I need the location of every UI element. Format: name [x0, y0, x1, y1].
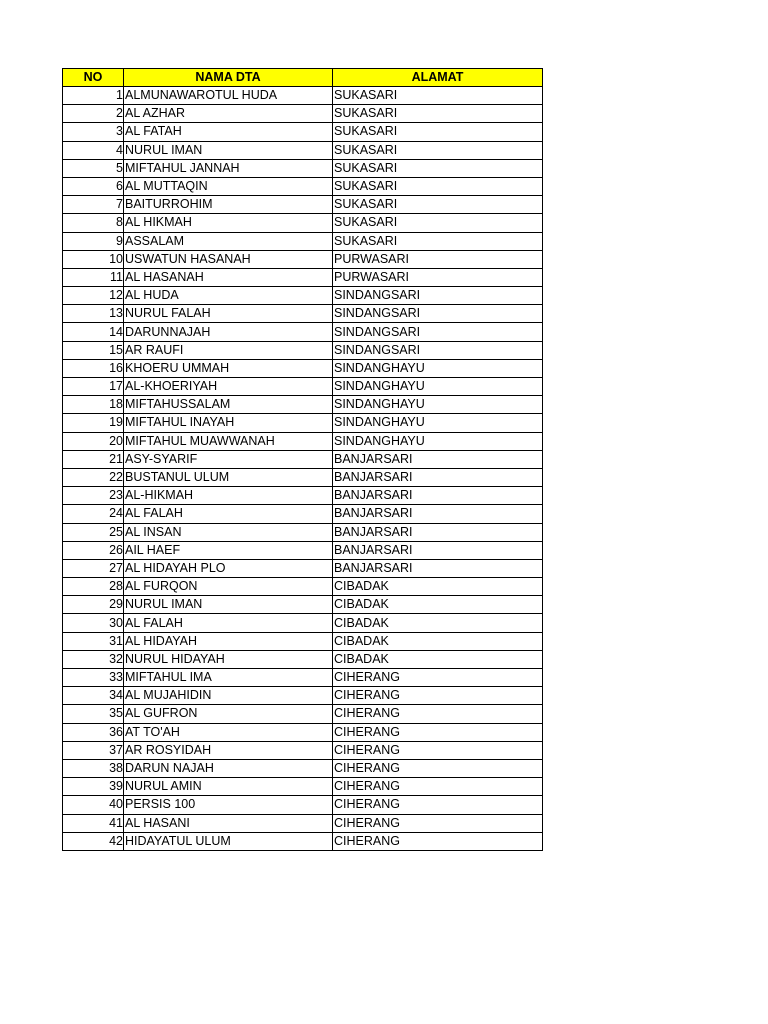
row-number-cell: 7 [63, 196, 124, 214]
row-number-cell: 42 [63, 832, 124, 850]
row-number-cell: 12 [63, 287, 124, 305]
row-number-cell: 31 [63, 632, 124, 650]
nama-dta-cell: AL FALAH [124, 614, 333, 632]
row-number-cell: 33 [63, 669, 124, 687]
row-number-cell: 39 [63, 778, 124, 796]
alamat-cell: CIBADAK [333, 632, 543, 650]
nama-dta-cell: ASY-SYARIF [124, 450, 333, 468]
alamat-cell: CIBADAK [333, 578, 543, 596]
alamat-cell: SUKASARI [333, 123, 543, 141]
table-row [63, 432, 543, 450]
alamat-cell: BANJARSARI [333, 541, 543, 559]
alamat-cell: CIHERANG [333, 741, 543, 759]
table-row [63, 796, 543, 814]
row-number-cell: 13 [63, 305, 124, 323]
row-number-cell: 29 [63, 596, 124, 614]
nama-dta-cell: AL MUJAHIDIN [124, 687, 333, 705]
row-number-cell: 3 [63, 123, 124, 141]
row-number-cell: 22 [63, 468, 124, 486]
nama-dta-cell: AIL HAEF [124, 541, 333, 559]
row-number-cell: 20 [63, 432, 124, 450]
nama-dta-cell: AL AZHAR [124, 105, 333, 123]
row-number-cell: 30 [63, 614, 124, 632]
alamat-cell: CIHERANG [333, 778, 543, 796]
row-number-cell: 5 [63, 159, 124, 177]
row-number-cell: 34 [63, 687, 124, 705]
alamat-cell: CIHERANG [333, 687, 543, 705]
nama-dta-cell: NURUL FALAH [124, 305, 333, 323]
table-row [63, 159, 543, 177]
nama-dta-cell: NURUL AMIN [124, 778, 333, 796]
table-row [63, 468, 543, 486]
alamat-cell: SINDANGSARI [333, 287, 543, 305]
alamat-cell: SINDANGSARI [333, 341, 543, 359]
row-number-cell: 23 [63, 487, 124, 505]
nama-dta-cell: AL FATAH [124, 123, 333, 141]
nama-dta-cell: AL-KHOERIYAH [124, 378, 333, 396]
header-nama-dta: NAMA DTA [124, 69, 333, 87]
table-row [63, 687, 543, 705]
alamat-cell: SUKASARI [333, 105, 543, 123]
nama-dta-cell: AL HIKMAH [124, 214, 333, 232]
row-number-cell: 17 [63, 378, 124, 396]
table-row [63, 578, 543, 596]
alamat-cell: SUKASARI [333, 196, 543, 214]
nama-dta-cell: MIFTAHUL MUAWWANAH [124, 432, 333, 450]
nama-dta-cell: USWATUN HASANAH [124, 250, 333, 268]
alamat-cell: SINDANGHAYU [333, 414, 543, 432]
nama-dta-cell: DARUN NAJAH [124, 759, 333, 777]
alamat-cell: CIBADAK [333, 650, 543, 668]
alamat-cell: SINDANGSARI [333, 305, 543, 323]
table-row [63, 123, 543, 141]
nama-dta-cell: AL HASANI [124, 814, 333, 832]
row-number-cell: 18 [63, 396, 124, 414]
table-row [63, 596, 543, 614]
nama-dta-cell: AL HIDAYAH [124, 632, 333, 650]
table-row [63, 632, 543, 650]
header-row [63, 69, 543, 87]
alamat-cell: SUKASARI [333, 87, 543, 105]
row-number-cell: 8 [63, 214, 124, 232]
nama-dta-cell: DARUNNAJAH [124, 323, 333, 341]
table-header [63, 69, 543, 87]
alamat-cell: CIBADAK [333, 596, 543, 614]
table-row [63, 305, 543, 323]
alamat-cell: CIHERANG [333, 669, 543, 687]
table-row [63, 505, 543, 523]
row-number-cell: 14 [63, 323, 124, 341]
table-row [63, 378, 543, 396]
row-number-cell: 11 [63, 268, 124, 286]
alamat-cell: SUKASARI [333, 214, 543, 232]
table-row [63, 268, 543, 286]
row-number-cell: 37 [63, 741, 124, 759]
table-row [63, 814, 543, 832]
table-row [63, 759, 543, 777]
row-number-cell: 41 [63, 814, 124, 832]
nama-dta-cell: BAITURROHIM [124, 196, 333, 214]
alamat-cell: SINDANGHAYU [333, 359, 543, 377]
row-number-cell: 1 [63, 87, 124, 105]
table-row [63, 105, 543, 123]
alamat-cell: PURWASARI [333, 268, 543, 286]
nama-dta-cell: BUSTANUL ULUM [124, 468, 333, 486]
nama-dta-cell: AT TO'AH [124, 723, 333, 741]
table-row [63, 650, 543, 668]
nama-dta-cell: AL HASANAH [124, 268, 333, 286]
row-number-cell: 21 [63, 450, 124, 468]
row-number-cell: 19 [63, 414, 124, 432]
alamat-cell: SINDANGHAYU [333, 396, 543, 414]
nama-dta-cell: ASSALAM [124, 232, 333, 250]
nama-dta-cell: MIFTAHUL JANNAH [124, 159, 333, 177]
nama-dta-cell: AL FALAH [124, 505, 333, 523]
table-body [63, 87, 543, 851]
nama-dta-cell: AR ROSYIDAH [124, 741, 333, 759]
alamat-cell: BANJARSARI [333, 559, 543, 577]
alamat-cell: BANJARSARI [333, 505, 543, 523]
row-number-cell: 24 [63, 505, 124, 523]
table-row [63, 723, 543, 741]
alamat-cell: BANJARSARI [333, 450, 543, 468]
row-number-cell: 6 [63, 177, 124, 195]
table-row [63, 450, 543, 468]
nama-dta-cell: KHOERU UMMAH [124, 359, 333, 377]
nama-dta-cell: AR RAUFI [124, 341, 333, 359]
alamat-cell: CIHERANG [333, 759, 543, 777]
table-row [63, 323, 543, 341]
nama-dta-cell: PERSIS 100 [124, 796, 333, 814]
table-row [63, 414, 543, 432]
nama-dta-cell: NURUL HIDAYAH [124, 650, 333, 668]
alamat-cell: BANJARSARI [333, 523, 543, 541]
table-row [63, 669, 543, 687]
nama-dta-cell: ALMUNAWAROTUL HUDA [124, 87, 333, 105]
nama-dta-cell: AL HIDAYAH PLO [124, 559, 333, 577]
alamat-cell: SUKASARI [333, 232, 543, 250]
table-row [63, 614, 543, 632]
row-number-cell: 27 [63, 559, 124, 577]
table-row [63, 832, 543, 850]
nama-dta-cell: MIFTAHUL IMA [124, 669, 333, 687]
nama-dta-cell: NURUL IMAN [124, 596, 333, 614]
table-row [63, 778, 543, 796]
nama-dta-cell: AL MUTTAQIN [124, 177, 333, 195]
nama-dta-cell: HIDAYATUL ULUM [124, 832, 333, 850]
row-number-cell: 35 [63, 705, 124, 723]
row-number-cell: 26 [63, 541, 124, 559]
table-row [63, 196, 543, 214]
alamat-cell: PURWASARI [333, 250, 543, 268]
nama-dta-cell: MIFTAHUL INAYAH [124, 414, 333, 432]
alamat-cell: SUKASARI [333, 141, 543, 159]
alamat-cell: BANJARSARI [333, 487, 543, 505]
alamat-cell: CIHERANG [333, 814, 543, 832]
table-row [63, 177, 543, 195]
row-number-cell: 10 [63, 250, 124, 268]
row-number-cell: 16 [63, 359, 124, 377]
row-number-cell: 28 [63, 578, 124, 596]
dta-table [62, 68, 543, 851]
table-row [63, 87, 543, 105]
row-number-cell: 32 [63, 650, 124, 668]
table-row [63, 541, 543, 559]
table-row [63, 214, 543, 232]
row-number-cell: 25 [63, 523, 124, 541]
alamat-cell: SINDANGHAYU [333, 432, 543, 450]
alamat-cell: CIBADAK [333, 614, 543, 632]
table-row [63, 741, 543, 759]
header-alamat: ALAMAT [333, 69, 543, 87]
alamat-cell: SINDANGSARI [333, 323, 543, 341]
table-row [63, 141, 543, 159]
table-row [63, 487, 543, 505]
alamat-cell: BANJARSARI [333, 468, 543, 486]
table-row [63, 559, 543, 577]
nama-dta-cell: AL GUFRON [124, 705, 333, 723]
nama-dta-cell: AL INSAN [124, 523, 333, 541]
nama-dta-cell: MIFTAHUSSALAM [124, 396, 333, 414]
table-row [63, 250, 543, 268]
alamat-cell: CIHERANG [333, 705, 543, 723]
row-number-cell: 15 [63, 341, 124, 359]
row-number-cell: 40 [63, 796, 124, 814]
table-row [63, 287, 543, 305]
row-number-cell: 38 [63, 759, 124, 777]
nama-dta-cell: AL FURQON [124, 578, 333, 596]
table-row [63, 396, 543, 414]
nama-dta-cell: NURUL IMAN [124, 141, 333, 159]
alamat-cell: SUKASARI [333, 177, 543, 195]
row-number-cell: 36 [63, 723, 124, 741]
nama-dta-cell: AL-HIKMAH [124, 487, 333, 505]
table-row [63, 341, 543, 359]
row-number-cell: 2 [63, 105, 124, 123]
table-row [63, 705, 543, 723]
row-number-cell: 4 [63, 141, 124, 159]
header-no: NO [63, 69, 124, 87]
nama-dta-cell: AL HUDA [124, 287, 333, 305]
table-row [63, 523, 543, 541]
alamat-cell: SUKASARI [333, 159, 543, 177]
table-row [63, 232, 543, 250]
alamat-cell: CIHERANG [333, 796, 543, 814]
alamat-cell: CIHERANG [333, 832, 543, 850]
table-row [63, 359, 543, 377]
alamat-cell: CIHERANG [333, 723, 543, 741]
row-number-cell: 9 [63, 232, 124, 250]
alamat-cell: SINDANGHAYU [333, 378, 543, 396]
